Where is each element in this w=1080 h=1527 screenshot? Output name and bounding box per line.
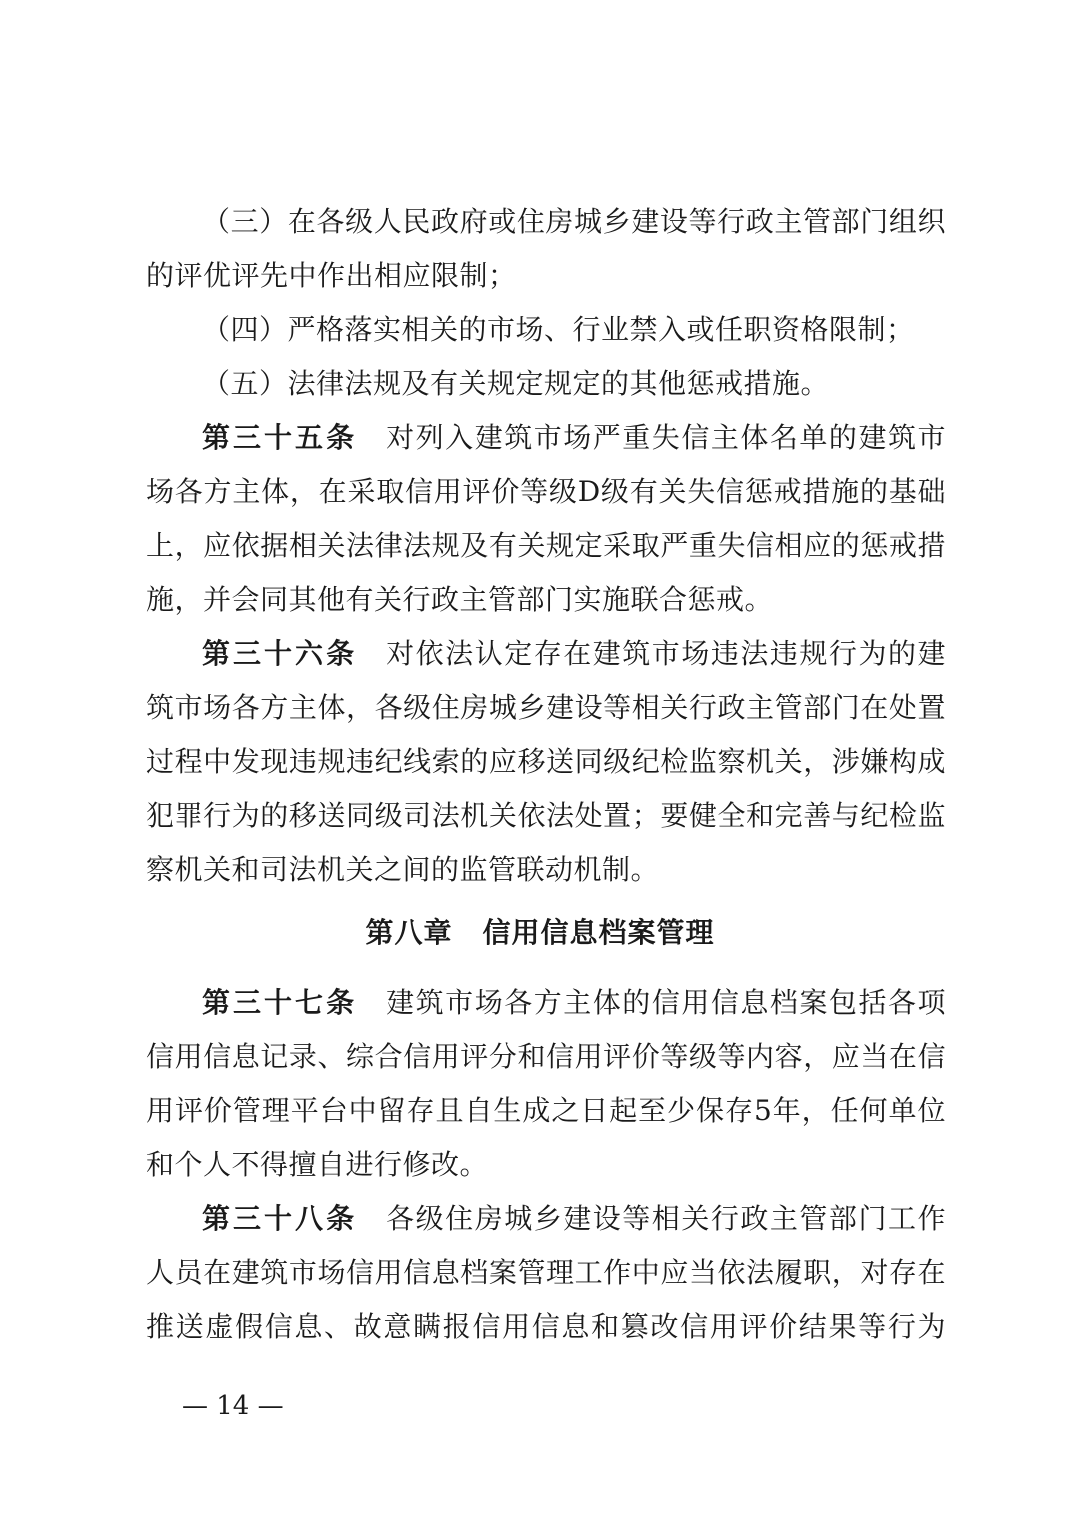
article-35-title: 第三十五条 [202, 421, 358, 454]
item-5: （五）法律法规及有关规定规定的其他惩戒措施。 [202, 367, 830, 400]
chapter-number: 第八章 [365, 916, 453, 949]
article-36-line-1 [202, 634, 946, 674]
article-37-line-2: 信用信息记录、综合信用评分和信用评价等级等内容，应当在信 [146, 1040, 946, 1073]
article-36-text-1: 对依法认定存在建筑市场违法违规行为的建 [385, 637, 946, 670]
article-35-line-1 [202, 418, 946, 458]
item-3-line-2: 的评优评先中作出相应限制； [146, 259, 517, 292]
item-4: （四）严格落实相关的市场、行业禁入或任职资格限制； [202, 313, 915, 346]
page-number: — 14 — [182, 1391, 284, 1421]
article-38-line-3: 推送虚假信息、故意瞒报信用信息和篡改信用评价结果等行为 [146, 1310, 946, 1343]
article-37-line-4: 和个人不得擅自进行修改。 [146, 1148, 489, 1181]
chapter-heading [0, 913, 1080, 953]
article-38-line-1 [202, 1199, 946, 1239]
article-35-line-4: 施，并会同其他有关行政主管部门实施联合惩戒。 [146, 583, 774, 616]
article-36-line-5: 察机关和司法机关之间的监管联动机制。 [146, 853, 660, 886]
article-37-line-1 [202, 983, 946, 1023]
article-38-line-2: 人员在建筑市场信用信息档案管理工作中应当依法履职，对存在 [146, 1256, 946, 1289]
article-36-title: 第三十六条 [202, 637, 358, 670]
article-37-text-1: 建筑市场各方主体的信用信息档案包括各项 [385, 986, 946, 1019]
chapter-title: 信用信息档案管理 [482, 916, 715, 949]
article-35-text-1: 对列入建筑市场严重失信主体名单的建筑市 [385, 421, 946, 454]
article-35-line-2: 场各方主体，在采取信用评价等级D级有关失信惩戒措施的基础 [146, 475, 946, 508]
article-36-line-3: 过程中发现违规违纪线索的应移送同级纪检监察机关，涉嫌构成 [146, 745, 946, 778]
article-35-line-3: 上，应依据相关法律法规及有关规定采取严重失信相应的惩戒措 [146, 529, 946, 562]
article-36-line-4: 犯罪行为的移送同级司法机关依法处置；要健全和完善与纪检监 [146, 799, 946, 832]
article-36-line-2: 筑市场各方主体，各级住房城乡建设等相关行政主管部门在处置 [146, 691, 946, 724]
item-3-line-1: （三）在各级人民政府或住房城乡建设等行政主管部门组织 [202, 205, 946, 238]
article-38-text-1: 各级住房城乡建设等相关行政主管部门工作 [385, 1202, 946, 1235]
article-38-title: 第三十八条 [202, 1202, 358, 1235]
article-37-title: 第三十七条 [202, 986, 358, 1019]
article-37-line-3: 用评价管理平台中留存且自生成之日起至少保存5年，任何单位 [146, 1094, 946, 1127]
